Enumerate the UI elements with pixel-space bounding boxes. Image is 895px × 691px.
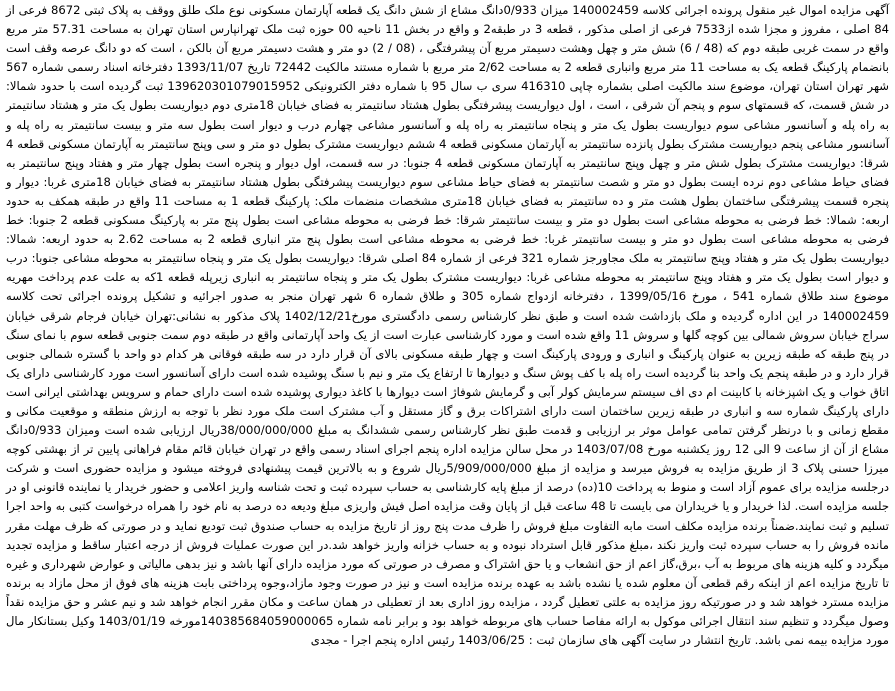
auction-notice-text: آگهی مزایده اموال غیر منقول پرونده اجرائی کلاسه 140002459 میزان 0/933دانگ مشاع از شش دانگ یک قطعه آپارتمان مسکونی نوع ملک طلق ووقف به پلاک ثبتی 8672 فرعی از 84 اصلی ، مفروز و مجزا شده از7533 فرعی از اصلی مذکور ، قطعه 3 در طبقه2 و واقع در بخش 11 ناحیه 00 حوزه ثبت ملک تهرانپارس استان تهران به مساحت 57.31 متر مربع واقع در سمت غربی طبقه دوم که (48 / 6) شش متر و چهل وهشت دسیمتر مربع آن پیشرفتگی ، (08 / 2) دو متر و هشت دسیمتر مربع آن بالکن ، است که دو دانگ عرصه وقف است بانضمام پارکینگ قطعه یک به مساحت 11 متر مربع وانباری قطعه 2 به مساحت 2/62 متر مربع با شماره مستند مالکیت 72442 تاریخ 1393/11/07 دفترخانه اسناد رسمی شماره 567 شهر تهران استان تهران، موضوع سند مالکیت اصلی بشماره چاپی 416310 سری ب سال 95 با شماره دفتر الکترونیکی 139620301079015952 ثبت گردیده است با حدود شمالا: در شش قسمت، که قسمتهای سوم و پنجم آن شرقی ، است ، اول دیواریست پیشرفتگی بطول هشتاد سانتیمتر به فضای خیابان 18متری دوم دیواریست بطول یک متر و هشتاد سانتیمتر به راه پله و آسانسور مشاعی سوم دیواریست بطول یک متر و پنجاه سانتیمتر به راه پله و آسانسور مشاعی چهارم درب و دیوار است بطول سه متر و بیست سانتیمتر به راه پله و آسانسور مشاعی پنجم دیواریست مشترک بطول پانزده سانتیمتر به آپارتمان مسکونی قطعه 4 ششم دیواریست مشترک بطول دو متر و سی وپنج سانتیمتر به آپارتمان مسکونی قطعه 4 شرقا: دیواریست مشترک بطول شش متر و چهل وپنج سانتیمتر به آپارتمان مسکونی قطعه 4 جنوبا: در سه قسمت، اول دیوار و پنجره است بطول چهار متر و هفتاد وپنج سانتیمتر به فضای حیاط مشاعی دوم نرده ایست بطول دو متر و شصت سانتیمتر به فضای حیاط مشاعی سوم دیواریست پیشرفتگی بطول هشتاد سانتیمتر به فضای خیابان 18متری غربا: دیوار و پنجره قسمت پیشرفتگی ساختمان بطول هشت متر و ده سانتیمتر به فضای خیابان 18متری مشخصات منضمات ملک: پارکینگ قطعه 1 به مساحت 11 واقع در طبقه همکف به حدود اربعه: شمالا: خط فرضی به محوطه مشاعی است بطول دو متر و بیست سانتیمتر شرقا: خط فرضی به محوطه مشاعی است بطول پنج متر به پارکینگ مسکونی قطعه 2 جنوبا: خط فرضی به محوطه مشاعی است بطول دو متر و بیست سانتیمتر غربا: خط فرضی به محوطه مشاعی است بطول پنج متر انباری قطعه 2 به مساحت 2.62 به حدود اربعه: شمالا: دیواریست بطول یک متر و هفتاد وپنج سانتیمتر به ملک مجاورجز شماره 321 فرعی از شماره 84 اصلی شرقا: دیواریست بطول یک متر و پنجاه سانتیمتر به محوطه مشاعی جنوبا: درب و دیوار است بطول یک متر و هفتاد وپنج سانتیمتر به محوطه مشاعی غربا: دیواریست مشترک بطول یک متر و پنجاه سانتیمتر به انباری زیرپله قطعه 1که به علت عدم پرداخت مهریه موضوع سند طلاق شماره 541 ، مورخ 1399/05/16 ، دفترخانه ازدواج شماره 305 و طلاق شماره 6 شهر تهران منجر به صدور اجرائیه و تشکیل پرونده اجرائی تحت کلاسه 140002459 در این اداره گردیده و ملک بازداشت شده است و طبق نظر کارشناس رسمی دادگستری مورخ1402/12/21 پلاک مذکور به نشانی:تهران خیابان فرجام شرقی خیابان سراج خیابان سروش شمالی بین کوچه گلها و سروش 11 واقع شده است و مورد کارشناسی عبارت است از یک واحد آپارتمانی واقع در طبقه دوم سمت جنوبی قطعه سوم با نمای سنگ در پنج طبقه که طبقه زیرین به عنوان پارکینگ و انباری و ورودی پارکینگ است و چهار طبقه مسکونی بالای آن قرار دارد در سه طبقه فوقانی هر کدام دو واحد با گستره شمالی جنوبی قرار دارد و در طبقه پنجم یک واحد بنا گردیده است راه پله با کف پوش سنگ و دیوارها تا ارتفاع یک متر و نیم با سنگ پوشیده شده است دارای آسانسور است مورد کارشناسی دارای یک اتاق خواب و یک اشپزخانه با کابینت ام دی اف سیستم سرمایش کولر آبی و گرمایش شوفاژ است دیوارها با کاغذ دیواری پوشیده شده است دارای حمام و سرویس بهداشتی ایرانی است دارای پارکینگ شماره سه و انباری در طبقه زیرین ساختمان است دارای اشتراکات برق و گاز مستقل و آب مشترک است ملک مورد نظر با توجه به ارزش منطقه و موقعیت مکانی و مقطع زمانی و با درنظر گرفتن تمامی عوامل موثر بر ارزیابی و قدمت طبق نظر کارشناس رسمی ششدانگ به مبلغ 38/000/000/000ریال ارزیابی شده است ومیزان 0/933دانگ مشاع از آن از ساعت 9 الی 12 روز یکشنبه مورخ 1403/07/08 در محل سالن مزایده اداره پنجم اجرای اسناد رسمی واقع در تهران خیابان قائم مقام فراهانی پایین تر از بهشتی کوچه میرزا حسنی پلاک 3 از طریق مزایده به فروش میرسد و مزایده از مبلغ 5/909/000/000ریال شروع و به بالاترین قیمت پیشنهادی فروخته میشود و مزایده حضوری است و شرکت درجلسه مزایده برای عموم آزاد است و منوط به پرداخت 10(ده) درصد از مبلغ پایه کارشناسی به حساب سپرده ثبت و تحت شناسه واریز اعلامی و حضور خریدار یا نماینده قانونی او در جلسه مزایده است. لذا خریدار و یا خریداران می بایست تا 48 ساعت قبل از پایان وقت مزایده اصل فیش واریزی مبلغ ودیعه ده درصد به نام خود را همراه درخواست کتبی به واحد اجرا تسلیم و ثبت نمایند.ضمناً برنده مزایده مکلف است مابه التفاوت مبلغ فروش را ظرف مدت پنج روز از تاریخ مزایده به حساب صندوق ثبت تودیع نماید و در صورتی که ظرف مهلت مقرر مانده فروش را به حساب سپرده ثبت واریز نکند ،مبلغ مذکور قابل استرداد نبوده و به حساب خزانه واریز خواهد شد.در این صورت عملیات فروش از درجه اعتبار ساقط و مزایده تجدید میگردد و کلیه هزینه های مربوط به آب ،برق،گاز اعم از حق انشعاب و یا حق اشتراک و مصرف در صورتی که مورد مزایده دارای آنها باشد و نیز بدهی مالیاتی و عوارض شهرداری و غیره تا تاریخ مزایده اعم از اینکه رقم قطعی آن معلوم شده یا نشده باشد به عهده برنده مزایده است و نیز در صورت وجود مازاد،وجوه پرداختی بابت هزینه های فوق از محل مازاد به برنده مزایده مسترد خواهد شد و در صورتیکه روز مزایده به علتی تعطیل گردد ، مزایده روز اداری بعد از تعطیلی در همان ساعت و مکان مقرر انجام خواهد شد و نیم عشر و حق مزایده نقداً وصول میگردد و تنظیم سند انتقال اجرائی موکول به ارائه مفاصا حساب های مربوطه خواهد بود و برابر نامه شماره 140385684059000065مورخه 1403/01/19 وکیل بستانکار مال مورد مزایده بیمه نمی باشد. تاریخ انتشار در سایت آگهی های سازمان ثبت : 1403/06/25 رئیس اداره پنجم اجرا - مجدی <box>6 3 890 648</box>
